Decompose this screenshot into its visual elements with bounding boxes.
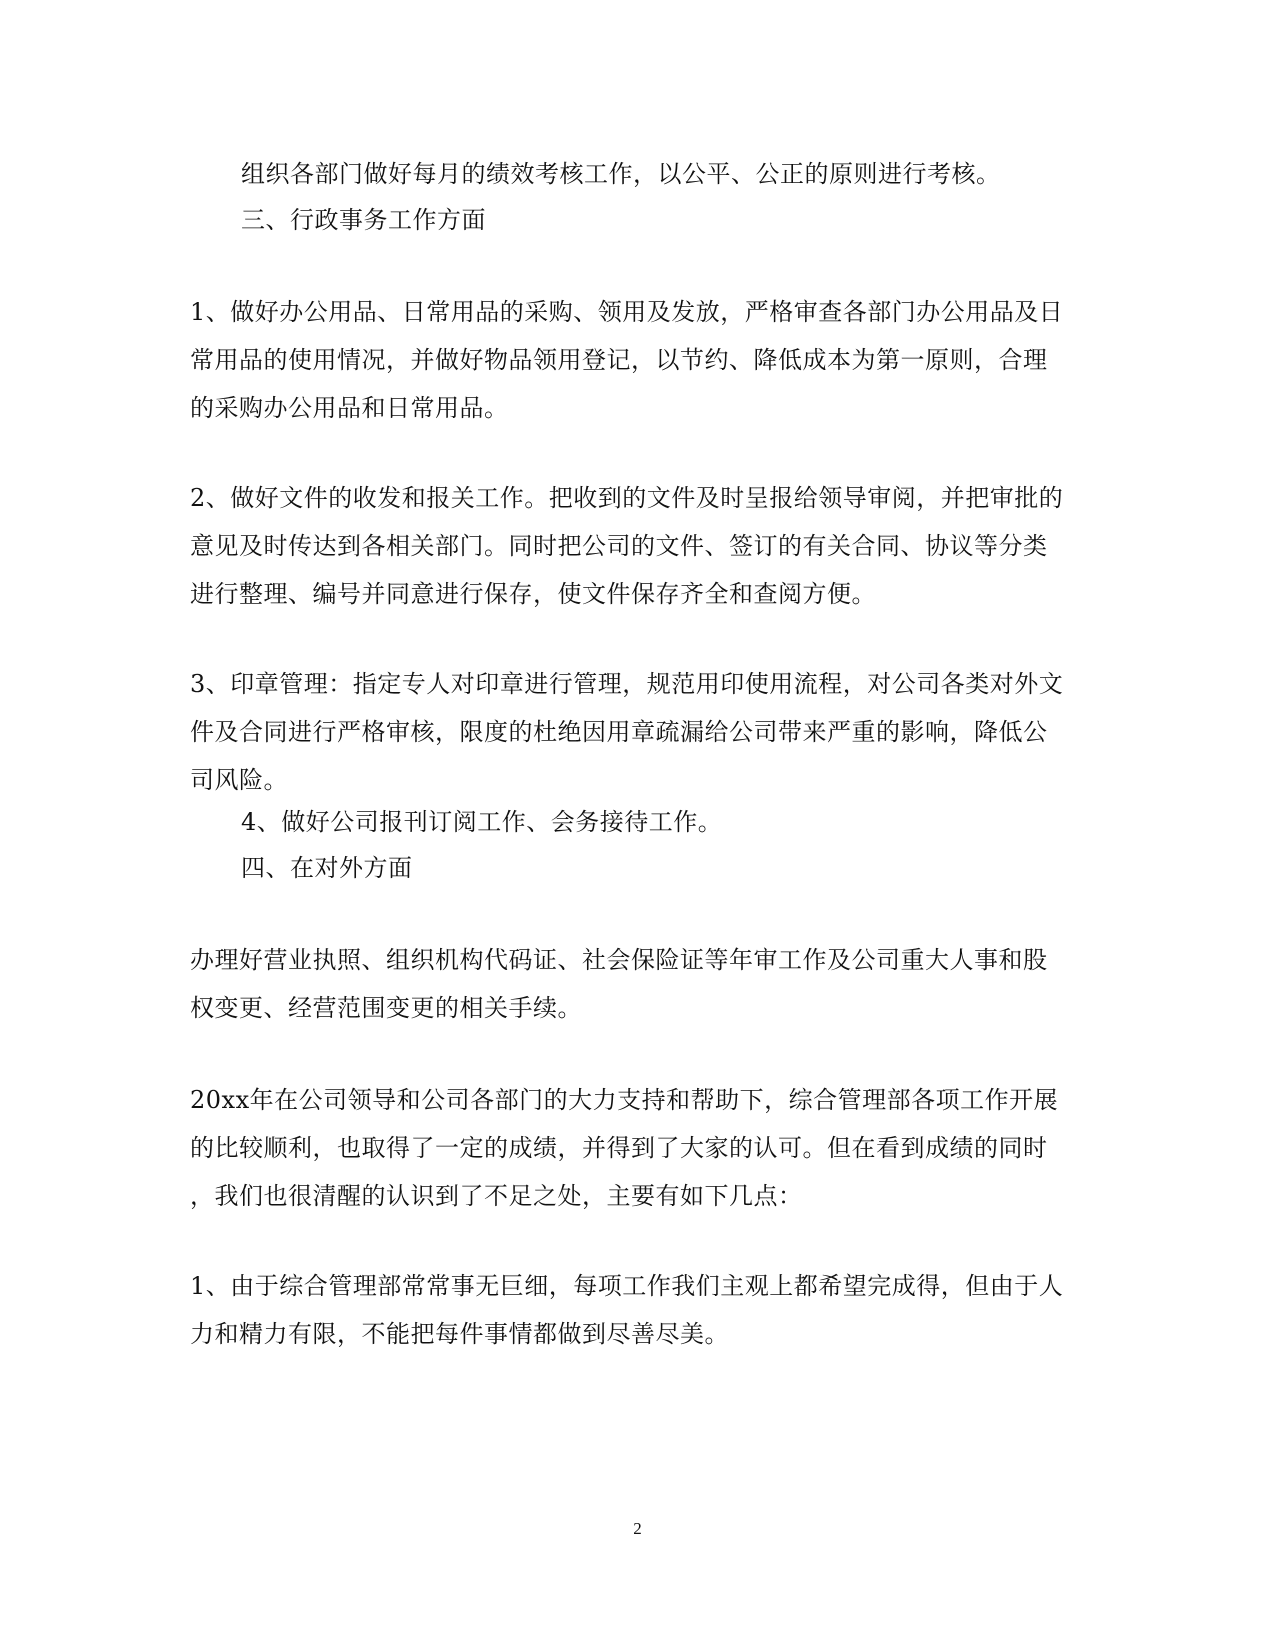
text-line: 4、做好公司报刊订阅工作、会务接待工作。: [241, 808, 723, 836]
paragraph-performance-review: [241, 150, 1126, 198]
paragraph-external-affairs: [190, 936, 1075, 1032]
text-line: 的比较顺利，也取得了一定的成绩，并得到了大家的认可。但在看到成绩的同时: [190, 1134, 1048, 1162]
text-line: 办理好营业执照、组织机构代码证、社会保险证等年审工作及公司重大人事和股: [190, 946, 1048, 974]
section-heading: 四、在对外方面: [241, 854, 413, 882]
paragraph-item-four-newspapers: [241, 798, 1126, 846]
text-line: 意见及时传达到各相关部门。同时把公司的文件、签订的有关合同、协议等分类: [190, 532, 1048, 560]
text-line: 常用品的使用情况，并做好物品领用登记，以节约、降低成本为第一原则，合理: [190, 346, 1048, 374]
section-four-heading: [241, 844, 1126, 892]
text-line: 的采购办公用品和日常用品。: [190, 394, 509, 422]
paragraph-annual-summary: [190, 1076, 1075, 1220]
paragraph-item-two-documents: [190, 474, 1075, 618]
text-line: 3、印章管理：指定专人对印章进行管理，规范用印使用流程，对公司各类对外文: [190, 670, 1064, 698]
text-line: 进行整理、编号并同意进行保存，使文件保存齐全和查阅方便。: [190, 580, 876, 608]
text-line: 组织各部门做好每月的绩效考核工作，以公平、公正的原则进行考核。: [241, 160, 1001, 188]
section-three-heading: [241, 196, 1126, 244]
text-line: 司风险。: [190, 766, 288, 794]
text-line: ，我们也很清醒的认识到了不足之处，主要有如下几点：: [190, 1182, 803, 1210]
text-line: 2、做好文件的收发和报关工作。把收到的文件及时呈报给领导审阅，并把审批的: [190, 484, 1064, 512]
text-line: 1、做好办公用品、日常用品的采购、领用及发放，严格审查各部门办公用品及日: [190, 298, 1064, 326]
page-number: 2: [633, 1519, 642, 1538]
text-line: 1、由于综合管理部常常事无巨细，每项工作我们主观上都希望完成得，但由于人: [190, 1272, 1064, 1300]
text-line: 权变更、经营范围变更的相关手续。: [190, 994, 582, 1022]
paragraph-item-three-seals: [190, 660, 1075, 804]
text-line: 件及合同进行严格审核，限度的杜绝因用章疏漏给公司带来严重的影响，降低公: [190, 718, 1048, 746]
paragraph-item-one-supplies: [190, 288, 1075, 432]
text-line: 20xx年在公司领导和公司各部门的大力支持和帮助下，综合管理部各项工作开展: [190, 1086, 1059, 1114]
section-heading: 三、行政事务工作方面: [241, 206, 486, 234]
paragraph-shortcoming-one: [190, 1262, 1075, 1358]
text-line: 力和精力有限，不能把每件事情都做到尽善尽美。: [190, 1320, 729, 1348]
